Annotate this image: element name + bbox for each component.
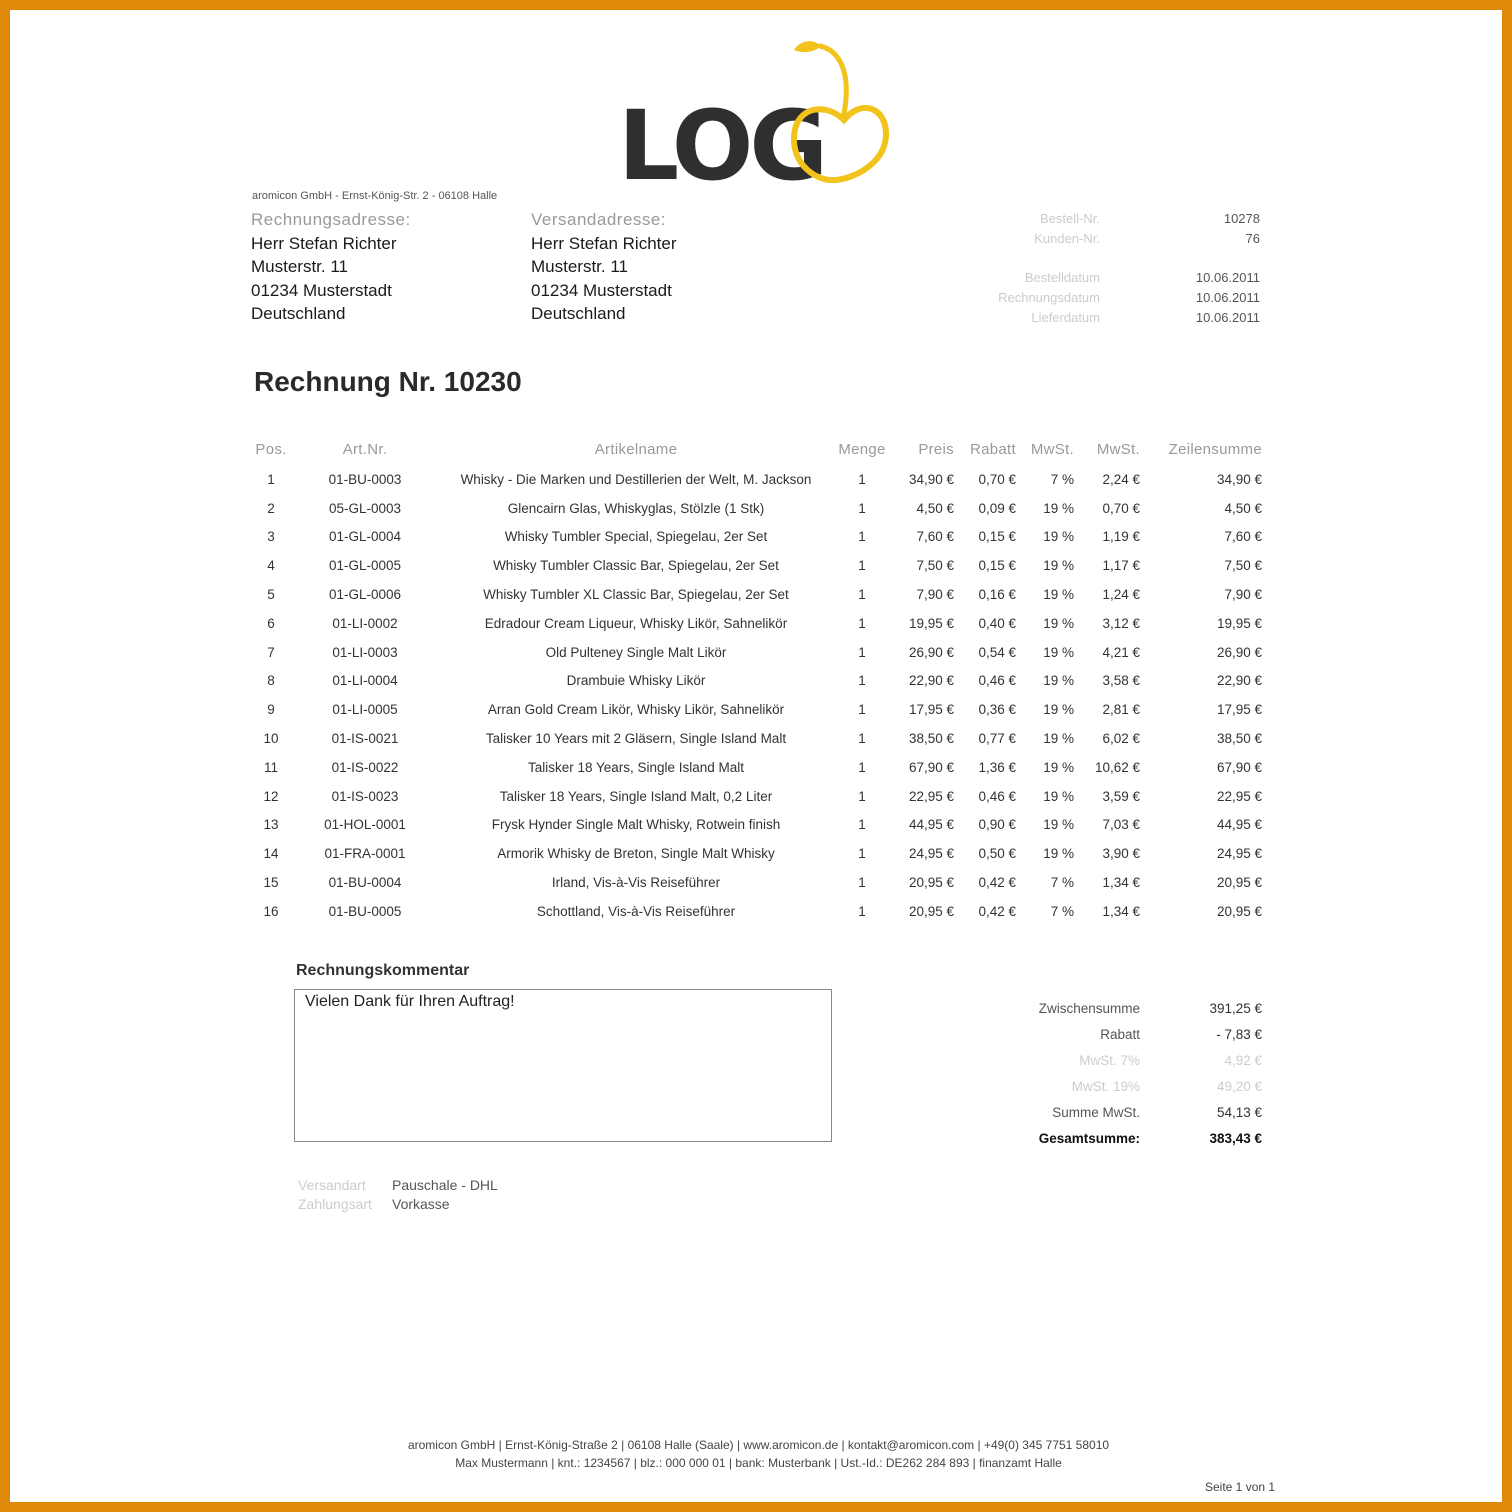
totals-key: Summe MwSt.: [1052, 1104, 1140, 1120]
cell-discount: 0,16 €: [978, 587, 1016, 603]
cell-line-total: 20,95 €: [1216, 903, 1262, 919]
header-article-name: Artikelname: [594, 440, 678, 458]
cell-price: 44,95 €: [908, 817, 954, 833]
totals-row: [980, 1099, 1262, 1125]
cell-vat-rate: 19 %: [1043, 731, 1074, 747]
totals-value: 391,25 €: [1209, 1000, 1262, 1016]
cell-pos: 4: [267, 558, 275, 574]
cell-price: 67,90 €: [908, 759, 954, 775]
table-row: [252, 551, 1262, 580]
header-price: Preis: [918, 440, 954, 458]
totals-row: [980, 1021, 1262, 1047]
cell-line-total: 67,90 €: [1216, 759, 1262, 775]
cell-discount: 0,50 €: [978, 846, 1016, 862]
cell-article-name: Talisker 10 Years mit 2 Gläsern, Single Island Malt: [485, 731, 787, 747]
meta-value: 10.06.2011: [1195, 309, 1260, 325]
cell-price: 17,95 €: [908, 702, 954, 718]
order-meta: [960, 208, 1260, 327]
table-row: [252, 724, 1262, 753]
meta-key: Rechnungsdatum: [998, 289, 1100, 305]
cell-line-total: 24,95 €: [1216, 846, 1262, 862]
table-row: [252, 609, 1262, 638]
cell-art-nr: 01-IS-0022: [331, 759, 399, 775]
totals-value: 54,13 €: [1216, 1104, 1262, 1120]
cell-quantity: 1: [858, 788, 866, 804]
meta-row: [960, 307, 1260, 327]
cell-vat-amount: 6,02 €: [1102, 731, 1140, 747]
meta-row: [960, 208, 1260, 228]
cell-price: 22,90 €: [908, 673, 954, 689]
cell-pos: 8: [267, 673, 275, 689]
cell-quantity: 1: [858, 471, 866, 487]
cell-discount: 1,36 €: [978, 759, 1016, 775]
cell-vat-amount: 2,81 €: [1102, 702, 1140, 718]
cell-vat-rate: 19 %: [1043, 500, 1074, 516]
cell-vat-amount: 3,12 €: [1102, 615, 1140, 631]
cell-article-name: Drambuie Whisky Likör: [566, 673, 706, 689]
cell-discount: 0,46 €: [978, 673, 1016, 689]
cell-pos: 3: [267, 529, 275, 545]
cell-quantity: 1: [858, 615, 866, 631]
cell-price: 7,50 €: [916, 558, 954, 574]
totals-key: MwSt. 7%: [1079, 1052, 1140, 1068]
cell-quantity: 1: [858, 644, 866, 660]
cell-article-name: Whisky Tumbler XL Classic Bar, Spiegelau, 2er Set: [483, 587, 789, 603]
cell-article-name: Old Pulteney Single Malt Likör: [545, 644, 727, 660]
cell-vat-amount: 1,34 €: [1102, 903, 1140, 919]
cell-article-name: Talisker 18 Years, Single Island Malt, 0,2 Liter: [499, 788, 773, 804]
cell-vat-rate: 19 %: [1043, 702, 1074, 718]
cell-vat-amount: 3,90 €: [1102, 846, 1140, 862]
totals-key: Gesamtsumme:: [1038, 1130, 1140, 1146]
shipinfo-value: Pauschale - DHL: [392, 1176, 498, 1193]
shipping-heading: Versandadresse:: [531, 210, 667, 229]
totals-key: Rabatt: [1100, 1026, 1140, 1042]
cell-art-nr: 01-IS-0023: [331, 788, 399, 804]
cell-article-name: Edradour Cream Liqueur, Whisky Likör, Sahnelikör: [484, 615, 788, 631]
billing-line: Musterstr. 11: [251, 257, 348, 276]
meta-value: 10.06.2011: [1195, 269, 1260, 285]
cell-pos: 15: [263, 875, 279, 891]
cell-vat-rate: 19 %: [1043, 673, 1074, 689]
table-row: [252, 638, 1262, 667]
totals-value: 4,92 €: [1224, 1052, 1262, 1068]
page-number: Seite 1 von 1: [1205, 1480, 1276, 1494]
cell-vat-amount: 1,24 €: [1102, 587, 1140, 603]
table-row: [252, 753, 1262, 782]
meta-value: 10.06.2011: [1195, 289, 1260, 305]
header-vat-amount: MwSt.: [1096, 440, 1140, 458]
cell-discount: 0,42 €: [978, 903, 1016, 919]
shipping-line: Deutschland: [531, 304, 626, 323]
table-row: [252, 695, 1262, 724]
footer-line: aromicon GmbH | Ernst-König-Straße 2 | 06108 Halle (Saale) | www.aromicon.de | kontakt@aromicon.com | +49(0) 345 7751 58010: [407, 1438, 1110, 1452]
comment-box: Vielen Dank für Ihren Auftrag!: [294, 989, 832, 1142]
cell-discount: 0,70 €: [978, 471, 1016, 487]
cell-price: 24,95 €: [908, 846, 954, 862]
cell-art-nr: 01-GL-0006: [328, 587, 402, 603]
cell-vat-rate: 19 %: [1043, 759, 1074, 775]
cell-discount: 0,46 €: [978, 788, 1016, 804]
table-row: [252, 897, 1262, 926]
cell-price: 7,90 €: [916, 587, 954, 603]
shipinfo-key: Versandart: [298, 1176, 366, 1193]
cell-quantity: 1: [858, 558, 866, 574]
header-art-nr: Art.Nr.: [342, 440, 388, 458]
cell-pos: 13: [263, 817, 279, 833]
cell-quantity: 1: [858, 702, 866, 718]
cell-vat-amount: 1,19 €: [1102, 529, 1140, 545]
cell-pos: 11: [263, 759, 278, 775]
shipping-line: 01234 Musterstadt: [531, 280, 672, 300]
header-pos: Pos.: [255, 440, 287, 458]
meta-key: Bestelldatum: [1024, 269, 1100, 285]
cell-art-nr: 01-GL-0005: [328, 558, 402, 574]
cell-discount: 0,54 €: [978, 644, 1016, 660]
cell-price: 20,95 €: [908, 875, 954, 891]
cell-price: 22,95 €: [908, 788, 954, 804]
cell-pos: 9: [267, 702, 275, 718]
header-discount: Rabatt: [970, 440, 1016, 458]
cell-art-nr: 01-HOL-0001: [324, 817, 406, 833]
cell-line-total: 7,90 €: [1224, 587, 1262, 603]
table-row: [252, 465, 1262, 494]
cell-art-nr: 01-BU-0003: [328, 471, 402, 487]
cell-price: 26,90 €: [908, 644, 954, 660]
cell-quantity: 1: [858, 500, 866, 516]
totals-key: MwSt. 19%: [1071, 1078, 1140, 1094]
cell-article-name: Frysk Hynder Single Malt Whisky, Rotwein finish: [491, 817, 781, 833]
cell-discount: 0,40 €: [978, 615, 1016, 631]
billing-line: Herr Stefan Richter: [251, 233, 397, 253]
table-header: [252, 433, 1262, 465]
cell-discount: 0,15 €: [978, 529, 1016, 545]
table-row: [252, 811, 1262, 840]
cell-pos: 6: [267, 615, 275, 631]
shipping-line: Musterstr. 11: [531, 257, 628, 276]
cell-vat-amount: 0,70 €: [1102, 500, 1140, 516]
billing-line: Deutschland: [251, 304, 346, 323]
cell-line-total: 4,50 €: [1224, 500, 1262, 516]
cell-vat-rate: 7 %: [1050, 903, 1074, 919]
cell-vat-amount: 4,21 €: [1102, 644, 1140, 660]
totals-row: [980, 1073, 1262, 1099]
cell-art-nr: 01-FRA-0001: [324, 846, 406, 862]
cell-article-name: Armorik Whisky de Breton, Single Malt Whisky: [497, 846, 775, 862]
table-row: [252, 523, 1262, 552]
company-logo: [618, 36, 898, 202]
shipinfo-key: Zahlungsart: [298, 1195, 372, 1212]
shipinfo-row: [298, 1194, 498, 1213]
cell-line-total: 38,50 €: [1216, 731, 1262, 747]
cell-article-name: Arran Gold Cream Likör, Whisky Likör, Sahnelikör: [487, 702, 785, 718]
table-row: [252, 667, 1262, 696]
cell-line-total: 26,90 €: [1216, 644, 1262, 660]
cell-vat-rate: 19 %: [1043, 558, 1074, 574]
cell-vat-rate: 7 %: [1050, 875, 1074, 891]
cell-line-total: 22,90 €: [1216, 673, 1262, 689]
header-quantity: Menge: [838, 440, 886, 458]
cell-vat-rate: 19 %: [1043, 817, 1074, 833]
totals-value: 49,20 €: [1216, 1078, 1262, 1094]
cell-art-nr: 05-GL-0003: [328, 500, 402, 516]
cell-line-total: 20,95 €: [1216, 875, 1262, 891]
cell-article-name: Irland, Vis-à-Vis Reiseführer: [551, 875, 721, 891]
billing-address: [251, 208, 411, 326]
totals-key: Zwischensumme: [1038, 1000, 1140, 1016]
cell-art-nr: 01-LI-0003: [332, 644, 398, 660]
cell-pos: 2: [267, 500, 275, 516]
cell-art-nr: 01-LI-0002: [332, 615, 398, 631]
cell-art-nr: 01-BU-0004: [328, 875, 402, 891]
cell-line-total: 22,95 €: [1216, 788, 1262, 804]
cell-article-name: Whisky - Die Marken und Destillerien der Welt, M. Jackson: [460, 471, 812, 487]
cell-pos: 10: [263, 731, 279, 747]
cell-art-nr: 01-BU-0005: [328, 903, 402, 919]
cell-vat-amount: 3,59 €: [1102, 788, 1140, 804]
header-vat-rate: MwSt.: [1030, 440, 1074, 458]
meta-key: Lieferdatum: [1031, 309, 1100, 325]
cell-price: 20,95 €: [908, 903, 954, 919]
cell-vat-rate: 19 %: [1043, 615, 1074, 631]
table-row: [252, 782, 1262, 811]
shipping-line: Herr Stefan Richter: [531, 233, 677, 253]
cell-quantity: 1: [858, 846, 866, 862]
meta-value: 10278: [1223, 210, 1260, 226]
cell-pos: 14: [263, 846, 279, 862]
cell-article-name: Schottland, Vis-à-Vis Reiseführer: [536, 903, 736, 919]
cell-vat-rate: 19 %: [1043, 788, 1074, 804]
table-row: [252, 580, 1262, 609]
cell-pos: 16: [263, 903, 279, 919]
cell-vat-rate: 19 %: [1043, 846, 1074, 862]
cell-discount: 0,77 €: [978, 731, 1016, 747]
meta-row: [960, 228, 1260, 248]
cell-line-total: 7,50 €: [1224, 558, 1262, 574]
cherry-icon: [786, 36, 896, 186]
header-line-total: Zeilensumme: [1168, 440, 1262, 458]
cell-price: 34,90 €: [908, 471, 954, 487]
meta-row: [960, 287, 1260, 307]
cell-discount: 0,15 €: [978, 558, 1016, 574]
cell-article-name: Glencairn Glas, Whiskyglas, Stölzle (1 Stk): [507, 500, 765, 516]
shipinfo-value: Vorkasse: [392, 1195, 450, 1212]
meta-row: [960, 267, 1260, 287]
cell-pos: 12: [263, 788, 279, 804]
billing-line: 01234 Musterstadt: [251, 280, 392, 300]
meta-value: 76: [1245, 230, 1260, 246]
cell-quantity: 1: [858, 817, 866, 833]
billing-heading: Rechnungsadresse:: [251, 210, 411, 229]
cell-vat-rate: 19 %: [1043, 529, 1074, 545]
cell-quantity: 1: [858, 903, 866, 919]
totals-value: - 7,83 €: [1216, 1026, 1262, 1042]
cell-vat-amount: 7,03 €: [1102, 817, 1140, 833]
cell-vat-amount: 1,17 €: [1102, 558, 1140, 574]
shipping-payment-info: [298, 1175, 498, 1213]
invoice-title: Rechnung Nr. 10230: [254, 366, 522, 397]
cell-line-total: 34,90 €: [1216, 471, 1262, 487]
sender-line: aromicon GmbH - Ernst-König-Str. 2 - 06108 Halle: [252, 190, 498, 202]
cell-vat-rate: 19 %: [1043, 644, 1074, 660]
cell-vat-rate: 7 %: [1050, 471, 1074, 487]
cell-discount: 0,90 €: [978, 817, 1016, 833]
cell-price: 19,95 €: [908, 615, 954, 631]
cell-discount: 0,42 €: [978, 875, 1016, 891]
shipping-address: [531, 208, 677, 326]
cell-article-name: Talisker 18 Years, Single Island Malt: [527, 759, 745, 775]
cell-quantity: 1: [858, 731, 866, 747]
totals-value: 383,43 €: [1209, 1130, 1262, 1146]
cell-line-total: 7,60 €: [1224, 529, 1262, 545]
meta-spacer: [960, 248, 1260, 267]
meta-key: Bestell-Nr.: [1040, 210, 1100, 226]
cell-art-nr: 01-IS-0021: [331, 731, 399, 747]
totals-row: [980, 1125, 1262, 1151]
cell-art-nr: 01-LI-0005: [332, 702, 398, 718]
cell-quantity: 1: [858, 587, 866, 603]
cell-quantity: 1: [858, 875, 866, 891]
cell-pos: 1: [267, 471, 275, 487]
cell-vat-amount: 10,62 €: [1094, 759, 1140, 775]
cell-discount: 0,36 €: [978, 702, 1016, 718]
table-row: [252, 839, 1262, 868]
cell-article-name: Whisky Tumbler Special, Spiegelau, 2er Set: [504, 529, 768, 545]
cell-pos: 5: [267, 587, 275, 603]
cell-quantity: 1: [858, 529, 866, 545]
cell-quantity: 1: [858, 673, 866, 689]
footer-line: Max Mustermann | knt.: 1234567 | blz.: 000 000 01 | bank: Musterbank | Ust.-Id.: DE262 284 893 | finanzamt Halle: [455, 1456, 1062, 1470]
cell-vat-amount: 3,58 €: [1102, 673, 1140, 689]
cell-art-nr: 01-GL-0004: [328, 529, 402, 545]
cell-line-total: 44,95 €: [1216, 817, 1262, 833]
table-row: [252, 868, 1262, 897]
table-body: [252, 465, 1262, 926]
items-table: [252, 433, 1262, 926]
shipinfo-row: [298, 1175, 498, 1194]
cell-vat-amount: 2,24 €: [1102, 471, 1140, 487]
totals-block: [980, 995, 1262, 1151]
cell-art-nr: 01-LI-0004: [332, 673, 398, 689]
cell-line-total: 19,95 €: [1216, 615, 1262, 631]
totals-row: [980, 995, 1262, 1021]
cell-quantity: 1: [858, 759, 866, 775]
cell-discount: 0,09 €: [978, 500, 1016, 516]
cell-price: 38,50 €: [908, 731, 954, 747]
comment-label: Rechnungskommentar: [296, 962, 470, 979]
meta-key: Kunden-Nr.: [1034, 230, 1100, 246]
cell-price: 7,60 €: [916, 529, 954, 545]
totals-row: [980, 1047, 1262, 1073]
cell-vat-rate: 19 %: [1043, 587, 1074, 603]
footer: [0, 1436, 1512, 1472]
cell-article-name: Whisky Tumbler Classic Bar, Spiegelau, 2er Set: [493, 558, 779, 574]
cell-line-total: 17,95 €: [1216, 702, 1262, 718]
cell-price: 4,50 €: [916, 500, 954, 516]
cell-vat-amount: 1,34 €: [1102, 875, 1140, 891]
cell-pos: 7: [267, 644, 275, 660]
table-row: [252, 494, 1262, 523]
logo-text: LOG: [618, 90, 825, 202]
